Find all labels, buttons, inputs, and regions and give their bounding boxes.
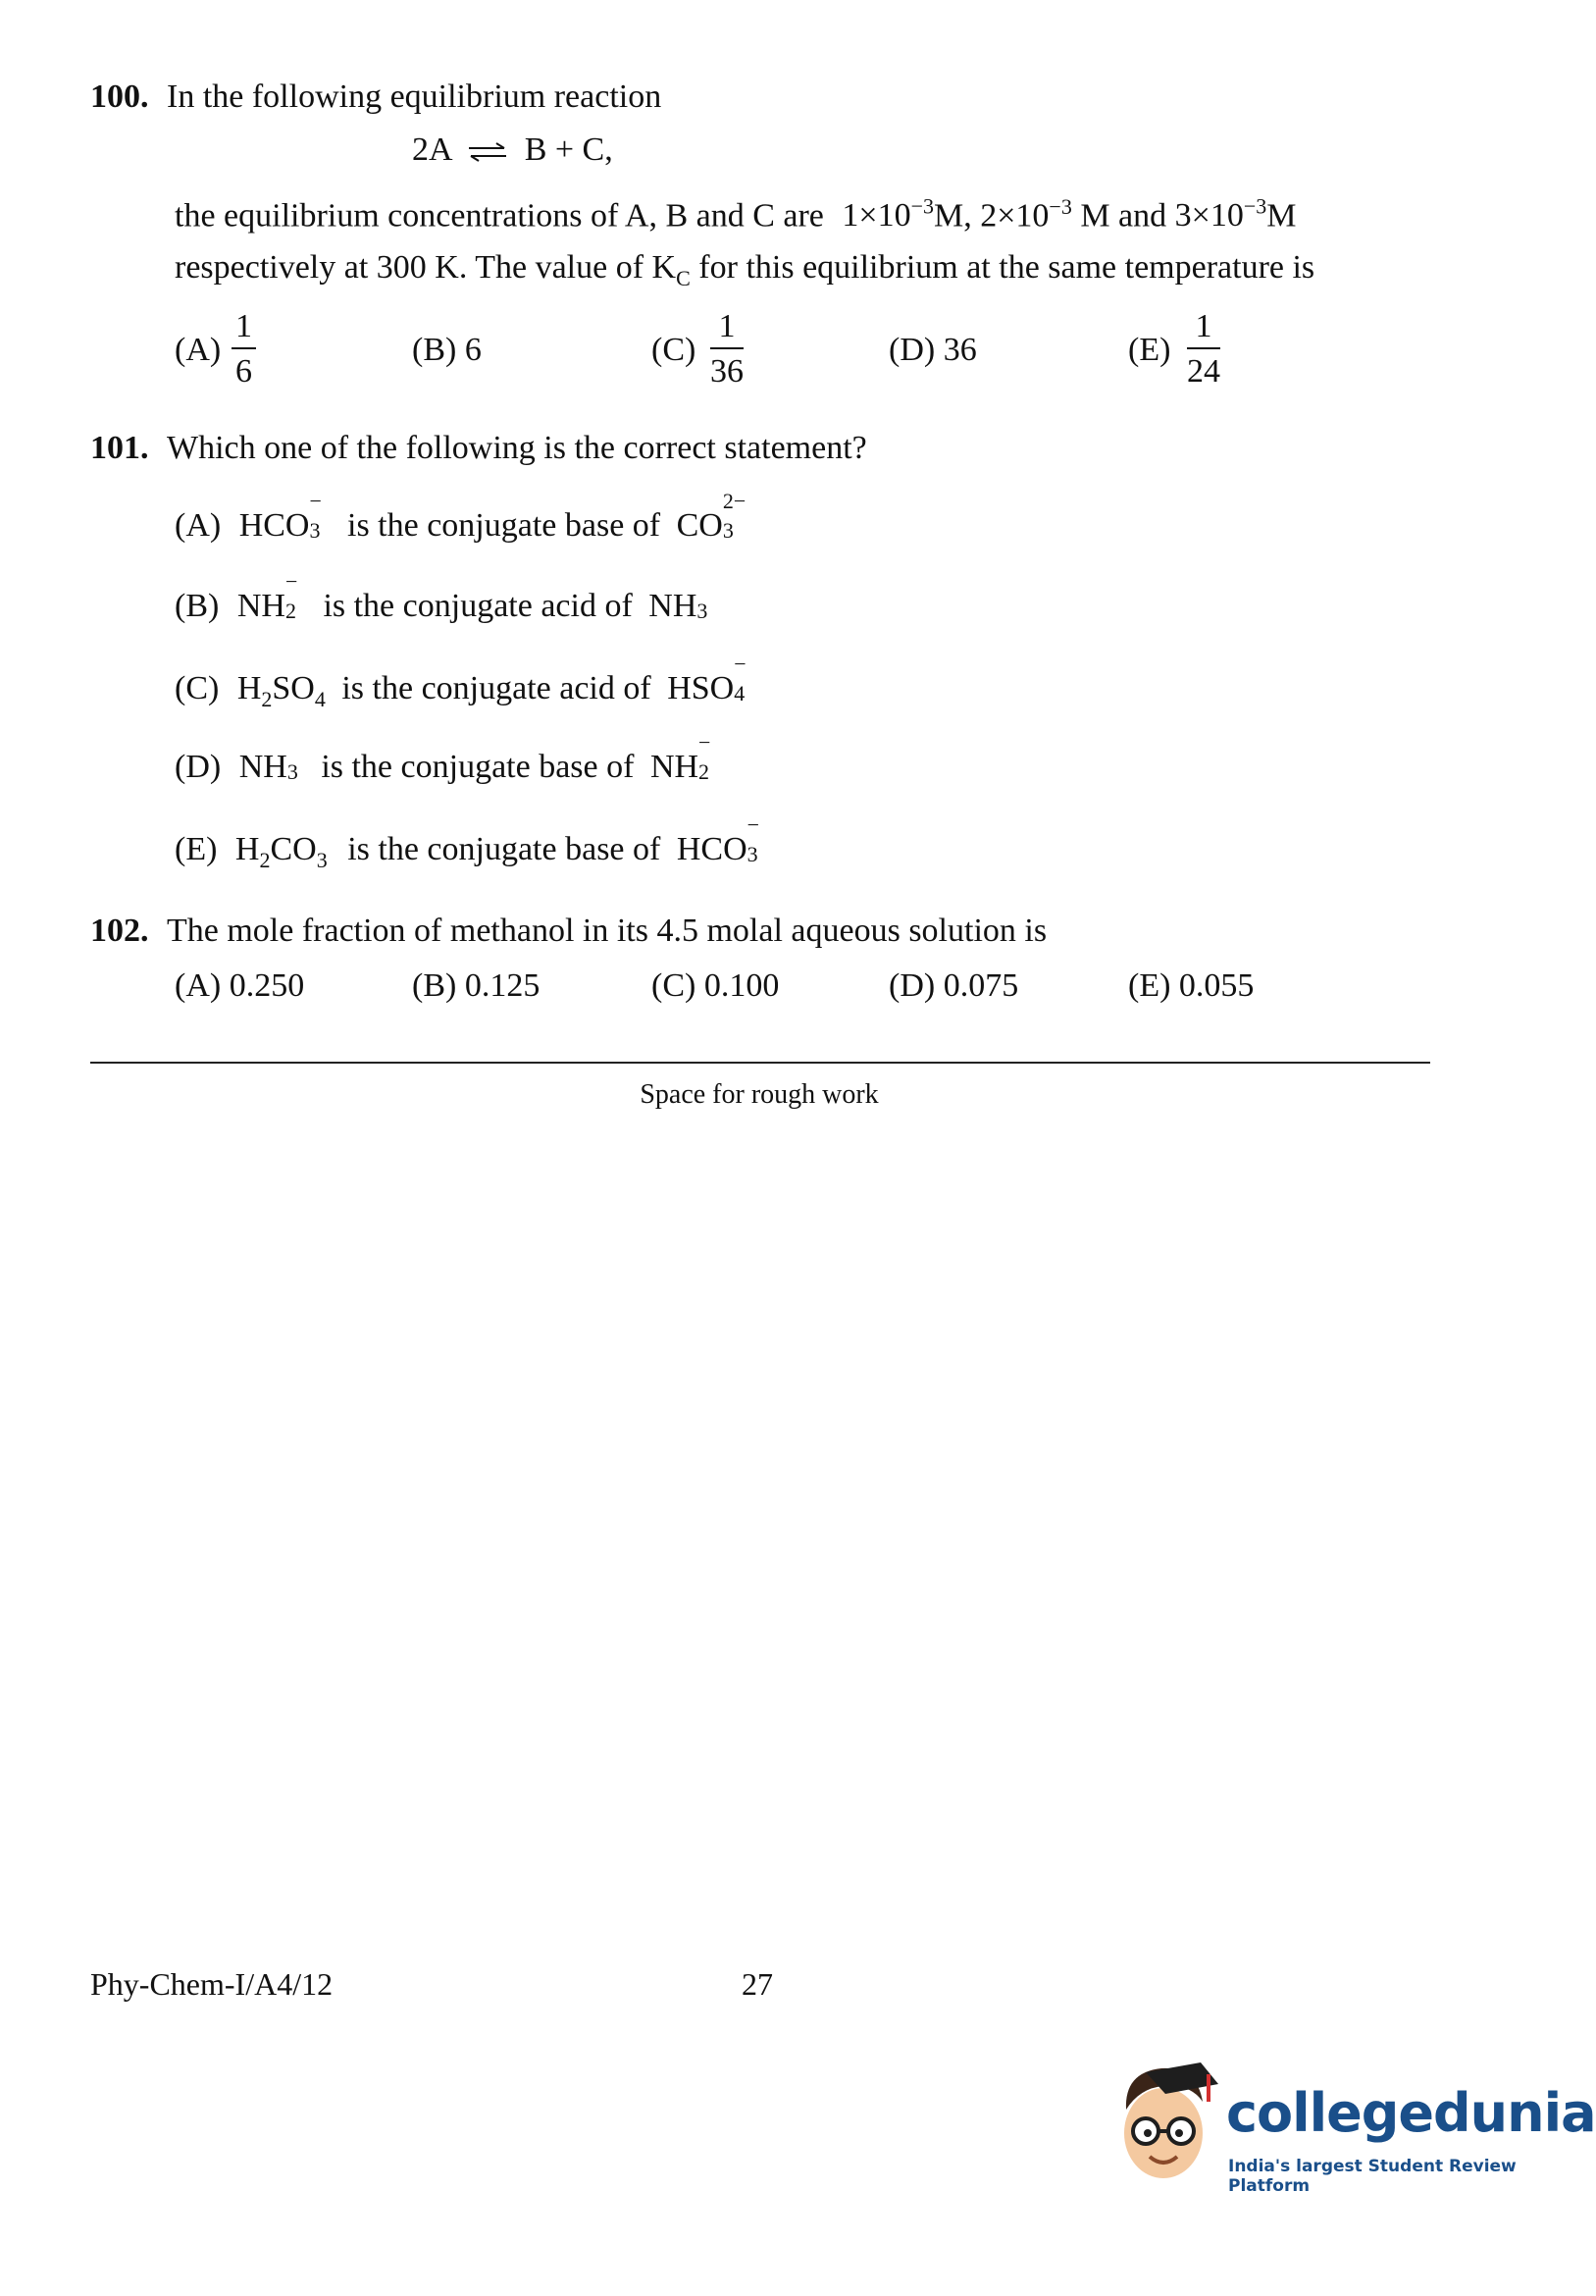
option-e[interactable] [1128, 332, 1170, 369]
mascot-icon [1107, 2051, 1224, 2188]
exponent: −3 [1243, 194, 1267, 219]
question-number: 101. [90, 430, 149, 466]
option-label: (E) [1128, 332, 1171, 368]
subscript: 3 [722, 518, 734, 543]
subscript: 3 [309, 518, 321, 543]
option-label: (E) [175, 831, 218, 867]
kc-subscript: C [676, 265, 691, 290]
formula: H [236, 670, 262, 706]
statement-text: is the conjugate base of [347, 507, 661, 544]
option-e[interactable] [175, 812, 765, 873]
fraction-e [1187, 310, 1220, 389]
charge: − [747, 812, 760, 837]
formula: NH [238, 749, 287, 785]
question-text: In the following equilibrium reaction [167, 78, 662, 115]
statement-text: is the conjugate base of [321, 749, 635, 785]
question-100-line1 [175, 194, 1297, 235]
option-label: (C) [175, 670, 220, 706]
charge: − [698, 730, 711, 755]
formula: NH [648, 588, 697, 624]
option-label: (B) 6 [412, 332, 482, 368]
reaction-equation [412, 131, 613, 169]
species [236, 670, 326, 711]
equilibrium-arrow-icon [465, 141, 510, 163]
reactant: 2A [412, 131, 451, 168]
species [238, 489, 328, 544]
page-number: 27 [742, 1966, 773, 2002]
subscript: 2 [284, 599, 296, 623]
exponent: −3 [1049, 194, 1072, 219]
subscript: 2 [259, 847, 271, 872]
option-e[interactable]: (E) 0.055 [1128, 967, 1255, 1004]
charge: − [734, 652, 747, 676]
sub-super [734, 652, 751, 705]
question-number: 102. [90, 913, 149, 949]
species [239, 749, 305, 785]
option-label: (C) [651, 332, 696, 368]
formula: SO [272, 670, 315, 706]
sub-super [286, 744, 305, 784]
species [649, 730, 716, 785]
question-number: 100. [90, 78, 149, 115]
option-b[interactable] [175, 569, 714, 625]
subscript: 4 [314, 686, 326, 711]
subscript: 2 [698, 759, 710, 784]
question-text: The mole fraction of methanol in its 4.5 molal aqueous solution is [167, 913, 1048, 949]
option-c[interactable] [175, 652, 751, 712]
subscript: 3 [696, 599, 708, 623]
value: 1×10 [842, 197, 911, 235]
species [676, 489, 752, 544]
charge: 2− [722, 489, 747, 513]
collegedunia-logo [1107, 2051, 1596, 2198]
formula: CO [270, 831, 317, 867]
concentration-c [1174, 194, 1267, 235]
statement-text: is the conjugate base of [347, 831, 661, 867]
option-d[interactable] [175, 730, 716, 786]
option-c[interactable]: (C) 0.100 [651, 967, 780, 1004]
rough-work-label: Space for rough work [640, 1079, 879, 1110]
species [667, 652, 751, 706]
option-label: (A) [175, 507, 222, 544]
question-text: Which one of the following is the correct statement? [167, 430, 867, 466]
option-a[interactable] [175, 332, 221, 369]
option-label: (B) [175, 588, 220, 624]
statement-text: is the conjugate acid of [341, 670, 651, 706]
option-b[interactable]: (B) 0.125 [412, 967, 541, 1004]
species [648, 588, 714, 624]
fraction-a [232, 310, 256, 389]
question-100-line2 [175, 249, 1314, 291]
option-label: (D) 36 [889, 332, 977, 368]
formula: CO [676, 507, 723, 544]
numerator: 1 [232, 310, 256, 349]
question-100-stem [90, 78, 661, 116]
formula: H [234, 831, 260, 867]
sub-super [284, 569, 303, 623]
paper-code: Phy-Chem-I/A4/12 [90, 1966, 334, 2002]
subscript: 3 [286, 759, 298, 784]
denominator: 24 [1187, 353, 1220, 390]
subscript: 3 [316, 847, 328, 872]
option-c[interactable] [651, 332, 695, 369]
charge: − [284, 569, 298, 594]
fraction-c [710, 310, 744, 389]
concentration-b: M, 2×10 [934, 197, 1050, 235]
value: 3×10 [1174, 197, 1244, 235]
sub-super [696, 583, 714, 623]
formula: NH [236, 588, 285, 624]
charge: − [309, 489, 322, 513]
formula: HSO [667, 670, 735, 706]
brand-tagline: India's largest Student Review Platform [1228, 2157, 1517, 2196]
formula: HCO [676, 831, 747, 867]
statement-text: is the conjugate acid of [323, 588, 633, 624]
option-d[interactable] [889, 332, 977, 369]
denominator: 6 [235, 353, 252, 390]
subscript: 3 [747, 842, 758, 866]
option-label: (D) [175, 749, 222, 785]
numerator: 1 [1187, 310, 1220, 349]
option-d[interactable]: (D) 0.075 [889, 967, 1019, 1004]
text-segment: the equilibrium concentrations of A, B and C are [175, 197, 824, 235]
divider-line [90, 1062, 1430, 1064]
option-a[interactable]: (A) 0.250 [175, 967, 305, 1004]
brand-name: collegedunia [1226, 2082, 1596, 2144]
option-label: (A) [175, 332, 222, 368]
products: B + C, [524, 131, 613, 168]
subscript: 4 [734, 681, 746, 705]
unit: M [1266, 197, 1297, 235]
option-b[interactable] [412, 332, 482, 369]
concentration-a [842, 194, 934, 235]
sub-super [309, 489, 328, 543]
denominator: 36 [710, 353, 744, 390]
numerator: 1 [710, 310, 744, 349]
text-segment: for this equilibrium at the same temperature is [698, 249, 1315, 286]
question-102-stem [90, 913, 1047, 950]
option-a[interactable] [175, 489, 752, 545]
species [234, 831, 328, 872]
question-101-stem [90, 430, 867, 467]
sub-super [747, 812, 765, 866]
text-segment: M and [1080, 197, 1167, 235]
sub-super [722, 489, 752, 543]
subscript: 2 [261, 686, 273, 711]
sub-super [698, 730, 716, 784]
formula: HCO [238, 507, 310, 544]
species [236, 569, 303, 624]
text-segment: respectively at 300 K. The value of K [175, 249, 677, 286]
species [676, 812, 765, 867]
formula: NH [649, 749, 699, 785]
exponent: −3 [910, 194, 934, 219]
